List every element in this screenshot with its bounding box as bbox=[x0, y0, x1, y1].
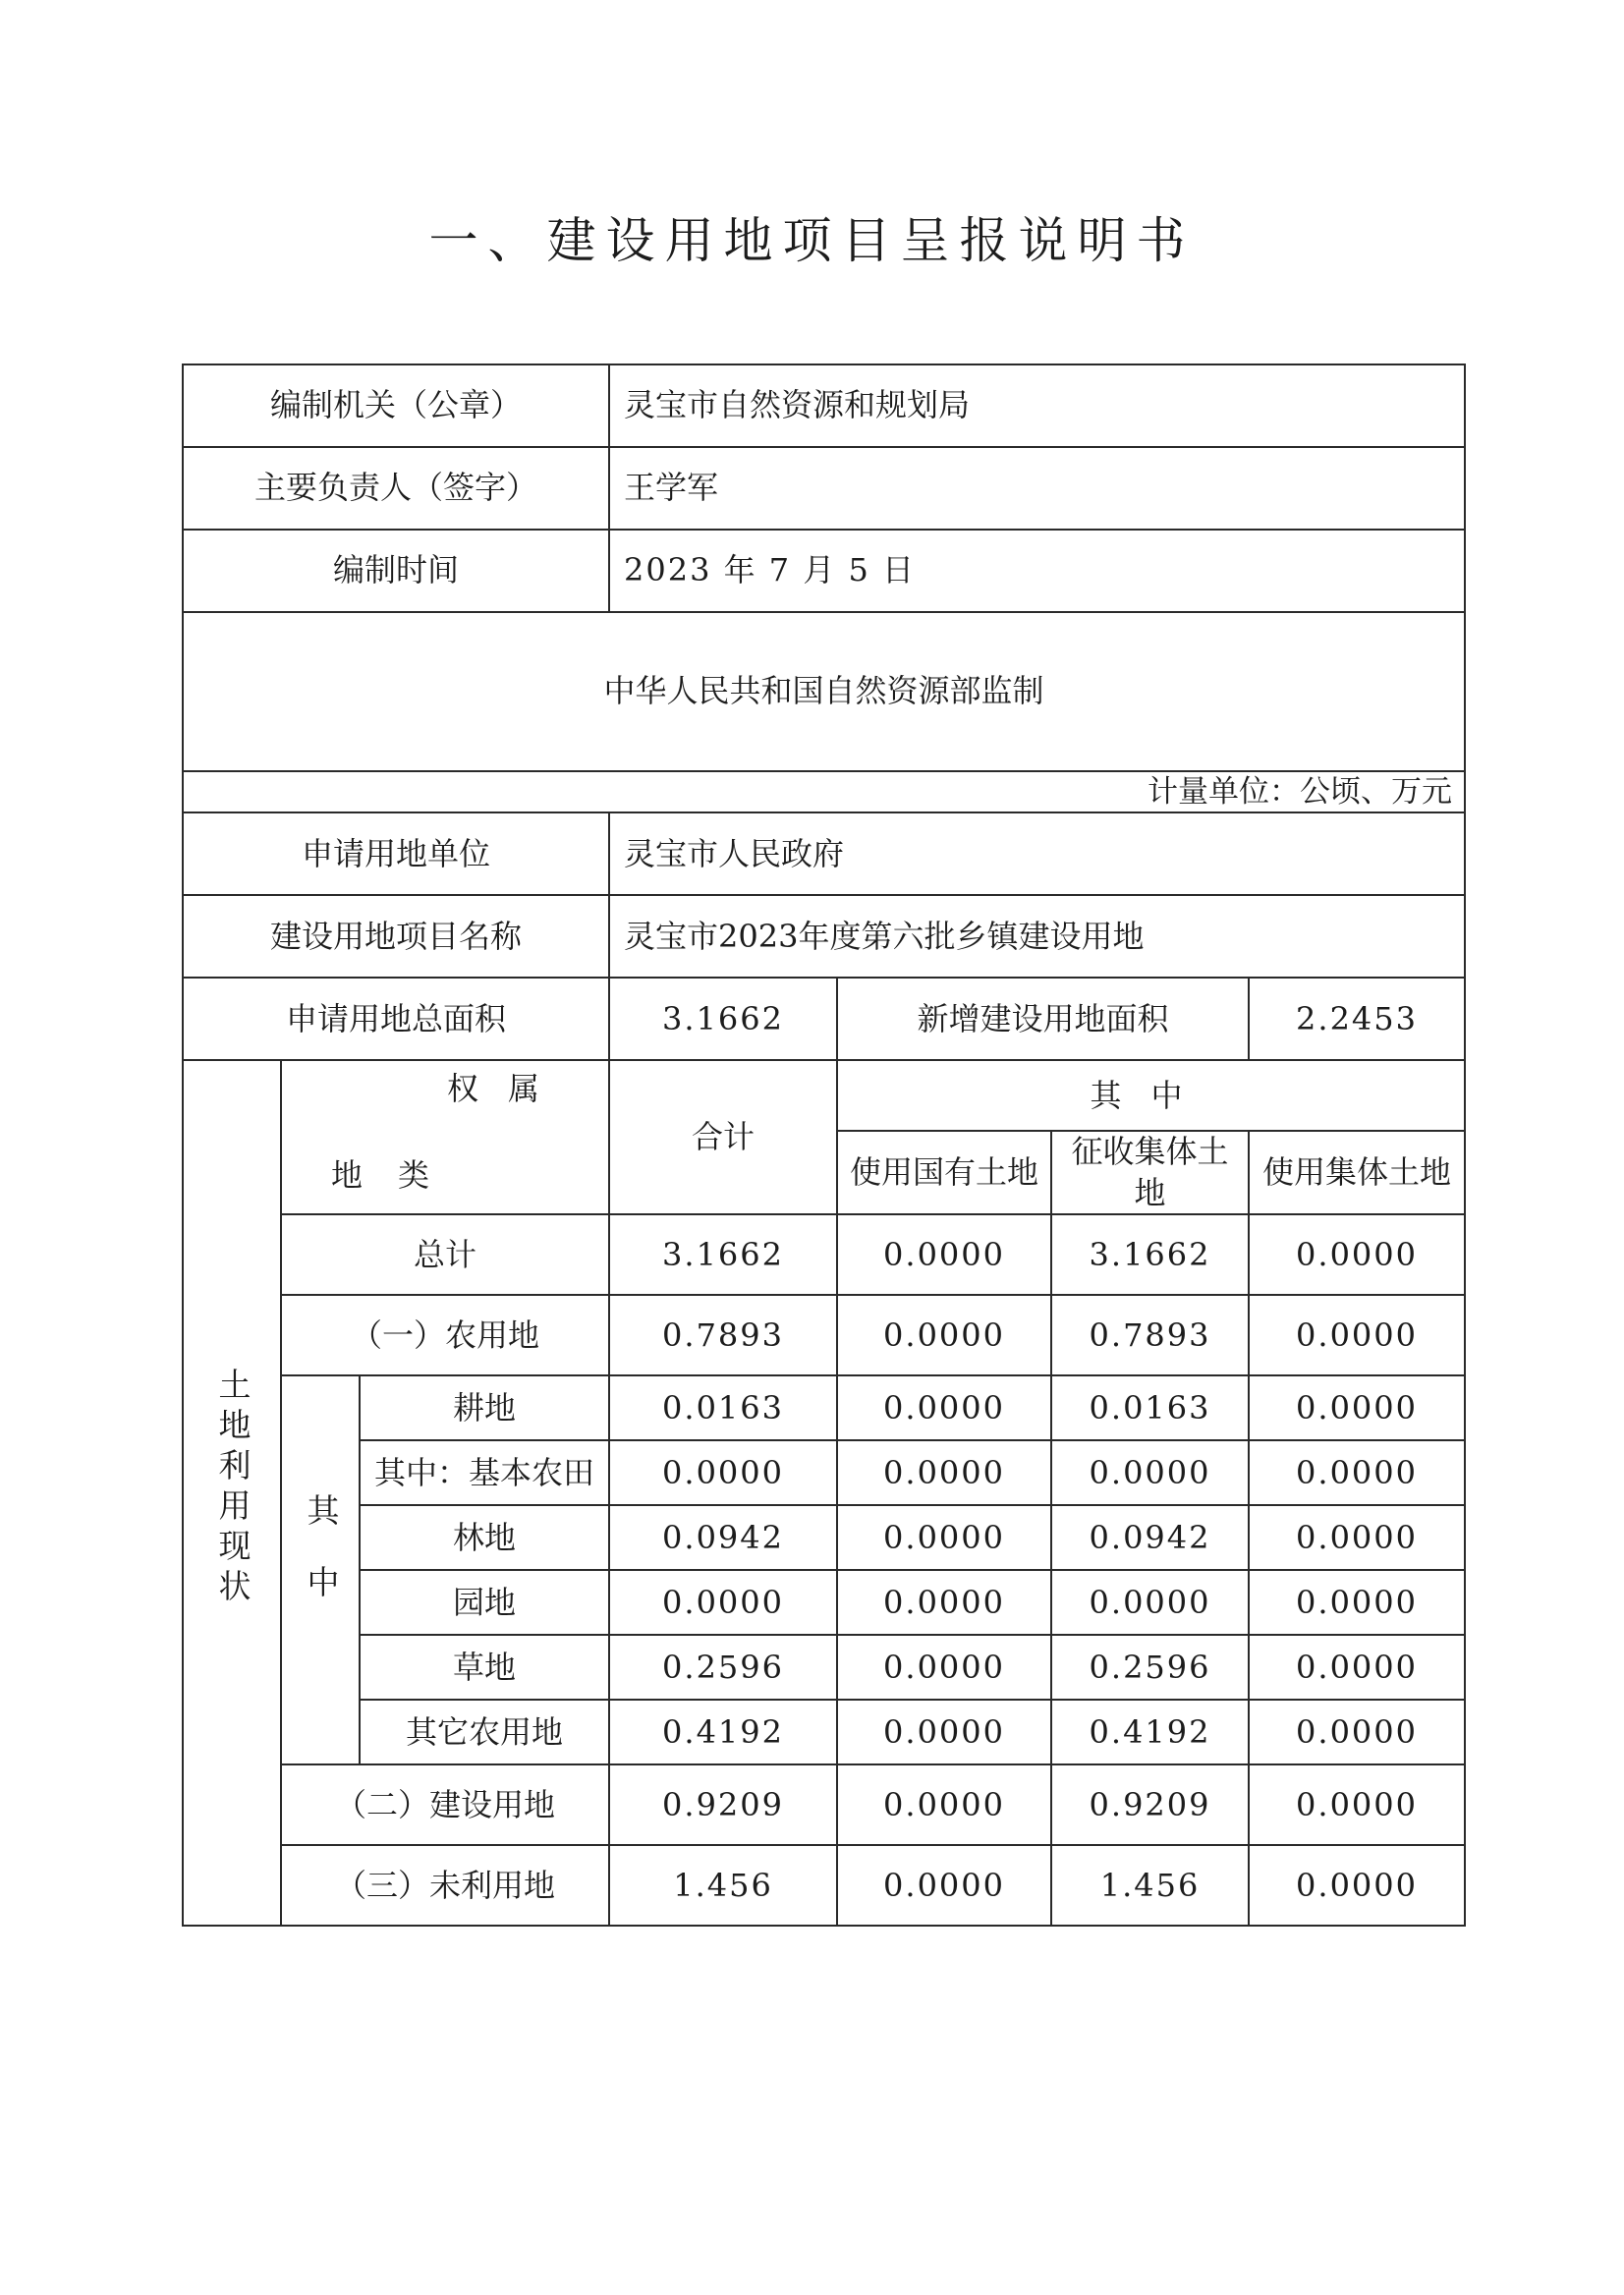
cell-collect: 3.1662 bbox=[1051, 1214, 1249, 1295]
side-label-cell bbox=[183, 1060, 281, 1926]
row-label: 其它农用地 bbox=[360, 1700, 609, 1764]
cell-collective: 0.0000 bbox=[1249, 1845, 1465, 1926]
row-label: 耕地 bbox=[360, 1375, 609, 1440]
total-area-value: 3.1662 bbox=[609, 978, 837, 1060]
cell-state: 0.0000 bbox=[837, 1700, 1051, 1764]
cell-total: 3.1662 bbox=[609, 1214, 837, 1295]
row-label: 其中：基本农田 bbox=[360, 1440, 609, 1505]
cell-total: 0.7893 bbox=[609, 1295, 837, 1375]
leader-value: 王学军 bbox=[609, 447, 1465, 530]
cell-total: 0.0000 bbox=[609, 1570, 837, 1635]
total-col-header: 合计 bbox=[609, 1060, 837, 1214]
cell-collect: 0.0942 bbox=[1051, 1505, 1249, 1570]
table-row bbox=[183, 1845, 1465, 1926]
cell-total: 0.0163 bbox=[609, 1375, 837, 1440]
cell-collect: 0.4192 bbox=[1051, 1700, 1249, 1764]
applicant-row bbox=[183, 812, 1465, 895]
leader-label: 主要负责人（签字） bbox=[183, 447, 609, 530]
row-label: （三）未利用地 bbox=[281, 1845, 609, 1926]
applicant-label: 申请用地单位 bbox=[183, 812, 609, 895]
report-table bbox=[182, 364, 1466, 1927]
group-col-header: 其中 bbox=[837, 1060, 1465, 1131]
col-header-state: 使用国有土地 bbox=[837, 1131, 1051, 1214]
cell-state: 0.0000 bbox=[837, 1570, 1051, 1635]
table-row bbox=[183, 1635, 1465, 1700]
cell-collect: 1.456 bbox=[1051, 1845, 1249, 1926]
row-label: 草地 bbox=[360, 1635, 609, 1700]
row-label: 林地 bbox=[360, 1505, 609, 1570]
row-label: （一）农用地 bbox=[281, 1295, 609, 1375]
applicant-value: 灵宝市人民政府 bbox=[609, 812, 1465, 895]
cell-total: 0.0942 bbox=[609, 1505, 837, 1570]
cell-total: 1.456 bbox=[609, 1845, 837, 1926]
new-area-value: 2.2453 bbox=[1249, 978, 1465, 1060]
side-label: 土地利用现状 bbox=[213, 1367, 252, 1609]
inner-group-cell bbox=[281, 1375, 360, 1764]
table-row bbox=[183, 1375, 1465, 1440]
cell-state: 0.0000 bbox=[837, 1214, 1051, 1295]
cell-state: 0.0000 bbox=[837, 1295, 1051, 1375]
date-value: 2023 年 7 月 5 日 bbox=[609, 530, 1465, 612]
row-label: 总计 bbox=[281, 1214, 609, 1295]
corner-bottom-label: 地类 bbox=[331, 1155, 466, 1194]
cell-collective: 0.0000 bbox=[1249, 1505, 1465, 1570]
cell-collect: 0.0000 bbox=[1051, 1570, 1249, 1635]
table-row bbox=[183, 1700, 1465, 1764]
table-row bbox=[183, 1440, 1465, 1505]
cell-state: 0.0000 bbox=[837, 1440, 1051, 1505]
table-row bbox=[183, 1505, 1465, 1570]
cell-collective: 0.0000 bbox=[1249, 1700, 1465, 1764]
unit-row bbox=[183, 771, 1465, 812]
cell-collective: 0.0000 bbox=[1249, 1764, 1465, 1845]
project-name-label: 建设用地项目名称 bbox=[183, 895, 609, 978]
table-row bbox=[183, 1570, 1465, 1635]
cell-collective: 0.0000 bbox=[1249, 1295, 1465, 1375]
cell-collective: 0.0000 bbox=[1249, 1570, 1465, 1635]
unit-note: 计量单位：公顷、万元 bbox=[183, 771, 1465, 812]
row-label: （二）建设用地 bbox=[281, 1764, 609, 1845]
org-row bbox=[183, 364, 1465, 447]
cell-state: 0.0000 bbox=[837, 1505, 1051, 1570]
cell-collect: 0.9209 bbox=[1051, 1764, 1249, 1845]
cell-collective: 0.0000 bbox=[1249, 1440, 1465, 1505]
table-row bbox=[183, 1295, 1465, 1375]
cell-state: 0.0000 bbox=[837, 1845, 1051, 1926]
cell-total: 0.9209 bbox=[609, 1764, 837, 1845]
cell-collect: 0.0163 bbox=[1051, 1375, 1249, 1440]
page-title: 一、建设用地项目呈报说明书 bbox=[428, 212, 1196, 269]
supervision-text: 中华人民共和国自然资源部监制 bbox=[183, 612, 1465, 771]
inner-group-label: 其中 bbox=[302, 1493, 341, 1638]
col-header-collect: 征收集体土地 bbox=[1051, 1131, 1249, 1214]
cell-collect: 0.0000 bbox=[1051, 1440, 1249, 1505]
org-label: 编制机关（公章） bbox=[183, 364, 609, 447]
cell-collective: 0.0000 bbox=[1249, 1214, 1465, 1295]
cell-collect: 0.7893 bbox=[1051, 1295, 1249, 1375]
cell-collect: 0.2596 bbox=[1051, 1635, 1249, 1700]
cell-total: 0.0000 bbox=[609, 1440, 837, 1505]
project-name-value: 灵宝市2023年度第六批乡镇建设用地 bbox=[609, 895, 1465, 978]
row-label: 园地 bbox=[360, 1570, 609, 1635]
table-row bbox=[183, 1764, 1465, 1845]
cell-total: 0.2596 bbox=[609, 1635, 837, 1700]
corner-cell bbox=[281, 1060, 609, 1214]
col-header-collective: 使用集体土地 bbox=[1249, 1131, 1465, 1214]
area-row bbox=[183, 978, 1465, 1060]
cell-collective: 0.0000 bbox=[1249, 1635, 1465, 1700]
date-row bbox=[183, 530, 1465, 612]
cell-state: 0.0000 bbox=[837, 1764, 1051, 1845]
report-sheet bbox=[182, 364, 1464, 1927]
table-row bbox=[183, 1214, 1465, 1295]
date-label: 编制时间 bbox=[183, 530, 609, 612]
cell-total: 0.4192 bbox=[609, 1700, 837, 1764]
cell-state: 0.0000 bbox=[837, 1375, 1051, 1440]
leader-row bbox=[183, 447, 1465, 530]
project-name-row bbox=[183, 895, 1465, 978]
cell-state: 0.0000 bbox=[837, 1635, 1051, 1700]
org-value: 灵宝市自然资源和规划局 bbox=[609, 364, 1465, 447]
land-header-row bbox=[183, 1060, 1465, 1131]
supervision-row bbox=[183, 612, 1465, 771]
new-area-label: 新增建设用地面积 bbox=[837, 978, 1249, 1060]
cell-collective: 0.0000 bbox=[1249, 1375, 1465, 1440]
total-area-label: 申请用地总面积 bbox=[183, 978, 609, 1060]
corner-top-label: 权属 bbox=[447, 1070, 570, 1108]
